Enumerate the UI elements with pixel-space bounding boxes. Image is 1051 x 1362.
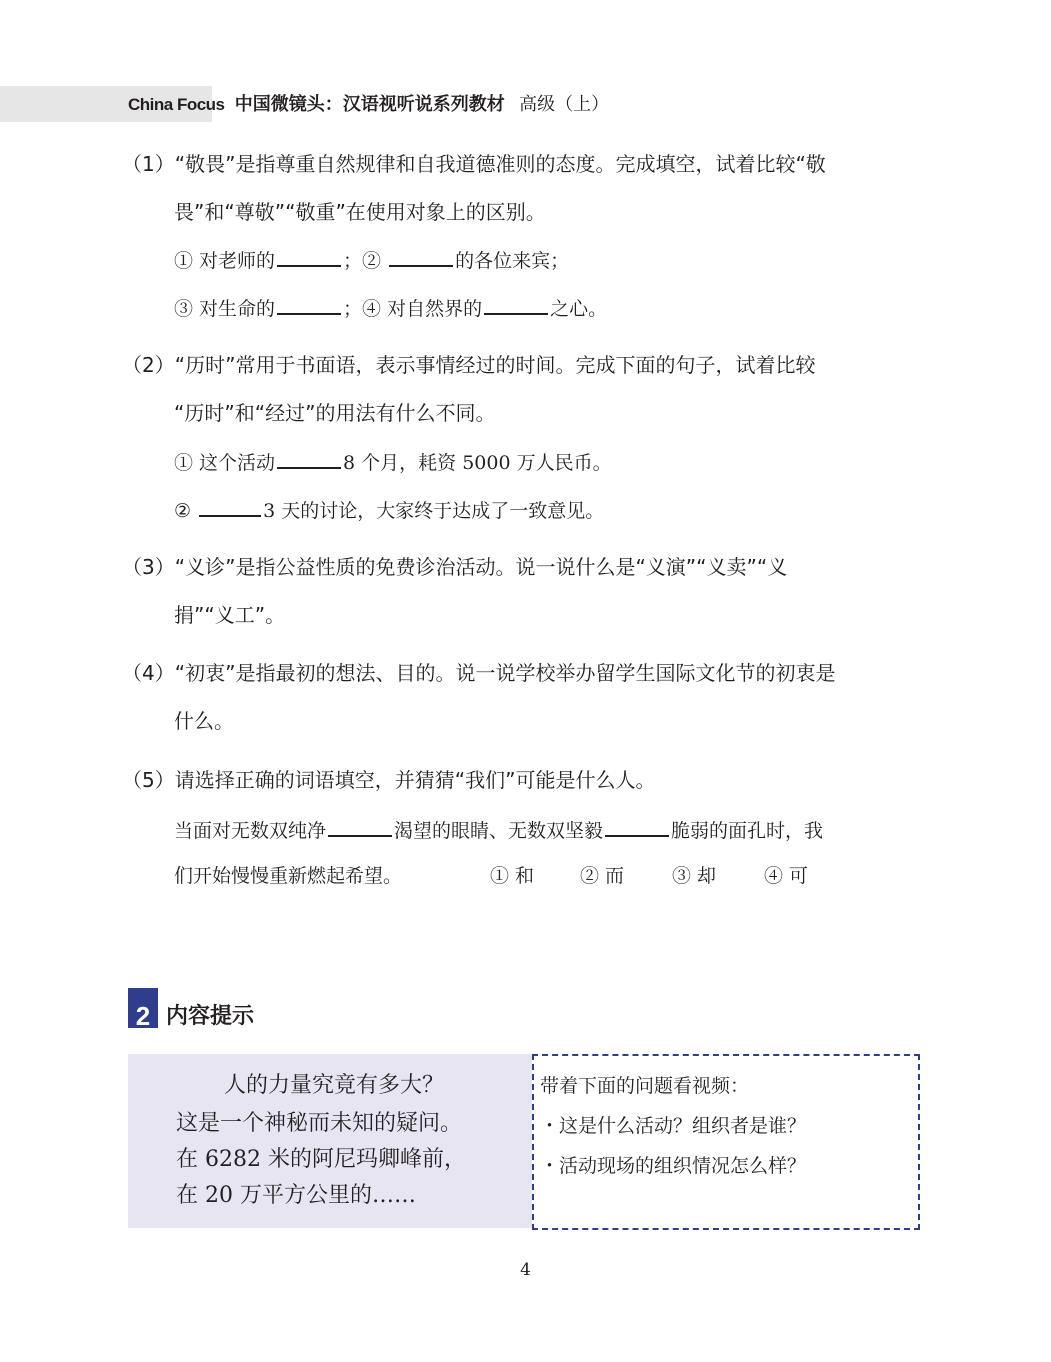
q5-sentence-1 (174, 815, 823, 845)
fill-blank[interactable] (199, 495, 261, 517)
poem-line: 在 6282 米的阿尼玛卿峰前， (176, 1147, 466, 1172)
book-title: 中国微镜头：汉语视听说系列教材 (234, 94, 505, 115)
q2-item2-text-a: ② (174, 500, 192, 522)
q3-line2: 捐”“义工”。 (174, 603, 286, 627)
q5-option-1: ① 和 (490, 865, 535, 887)
q1-item2-text-c: 之心。 (550, 298, 608, 320)
poem-line: 人的力量究竟有多大？ (224, 1073, 445, 1098)
q1-item2-text-b: ；④ 对自然界的 (343, 298, 483, 320)
q2-item2 (174, 495, 604, 525)
q1-item2 (174, 293, 607, 323)
q1-item1-text-b: ；② (343, 250, 382, 272)
q5-option-3: ③ 却 (672, 865, 717, 887)
q5-option-2: ② 而 (580, 865, 625, 887)
q5-s1a: 当面对无数双纯净 (174, 820, 327, 842)
fill-blank[interactable] (277, 447, 341, 469)
q3-line1: （3）“义诊”是指公益性质的免费诊治活动。说一说什么是“义演”“义卖”“义 (122, 555, 788, 579)
viewing-prompt-box (532, 1054, 920, 1230)
fill-blank[interactable] (328, 815, 392, 837)
q1-item1-text-c: 的各位来宾； (455, 250, 570, 272)
running-header (128, 92, 609, 118)
q1-item2-text-a: ③ 对生命的 (174, 298, 276, 320)
q5-s2: 们开始慢慢重新燃起希望。 (174, 865, 403, 887)
q5-s1c: 脆弱的面孔时，我 (671, 820, 824, 842)
poem-line: 这是一个神秘而未知的疑问。 (176, 1111, 463, 1136)
q2-line2: “历时”和“经过”的用法有什么不同。 (174, 401, 496, 425)
q1-item1 (174, 245, 569, 275)
prompt-question: ・这是什么活动？组织者是谁？ (540, 1115, 807, 1137)
q2-line1: （2）“历时”常用于书面语，表示事情经过的时间。完成下面的句子，试着比较 (122, 353, 816, 377)
fill-blank[interactable] (605, 815, 669, 837)
page-number: 4 (520, 1260, 531, 1280)
q5-sentence-2 (174, 862, 402, 890)
q2-item1-text-b: 8 个月，耗资 5000 万人民币。 (343, 452, 612, 474)
q5-option-4: ④ 可 (764, 865, 809, 887)
book-level: 高级（上） (519, 94, 610, 115)
q2-item1 (174, 447, 612, 477)
fill-blank[interactable] (277, 293, 341, 315)
section-number-badge: 2 (128, 988, 158, 1028)
q1-item1-text-a: ① 对老师的 (174, 250, 276, 272)
poem-box (128, 1054, 532, 1228)
prompt-question: ・活动现场的组织情况怎么样？ (540, 1155, 807, 1177)
q4-line2: 什么。 (174, 709, 234, 733)
book-brand: China Focus (128, 95, 225, 114)
fill-blank[interactable] (277, 245, 341, 267)
q2-item1-text-a: ① 这个活动 (174, 452, 276, 474)
fill-blank[interactable] (389, 245, 453, 267)
prompt-title: 带着下面的问题看视频： (540, 1075, 750, 1097)
q1-line2: 畏”和“尊敬”“敬重”在使用对象上的区别。 (174, 200, 546, 224)
poem-line: 在 20 万平方公里的…… (176, 1183, 416, 1208)
q5-line1: （5）请选择正确的词语填空，并猜猜“我们”可能是什么人。 (122, 768, 656, 792)
q2-item2-text-b: 3 天的讨论，大家终于达成了一致意见。 (263, 500, 605, 522)
fill-blank[interactable] (484, 293, 548, 315)
q1-line1: （1）“敬畏”是指尊重自然规律和自我道德准则的态度。完成填空，试着比较“敬 (122, 152, 826, 176)
q4-line1: （4）“初衷”是指最初的想法、目的。说一说学校举办留学生国际文化节的初衷是 (122, 661, 836, 685)
section-title: 内容提示 (166, 1004, 255, 1029)
q5-s1b: 渴望的眼睛、无数双坚毅 (394, 820, 604, 842)
